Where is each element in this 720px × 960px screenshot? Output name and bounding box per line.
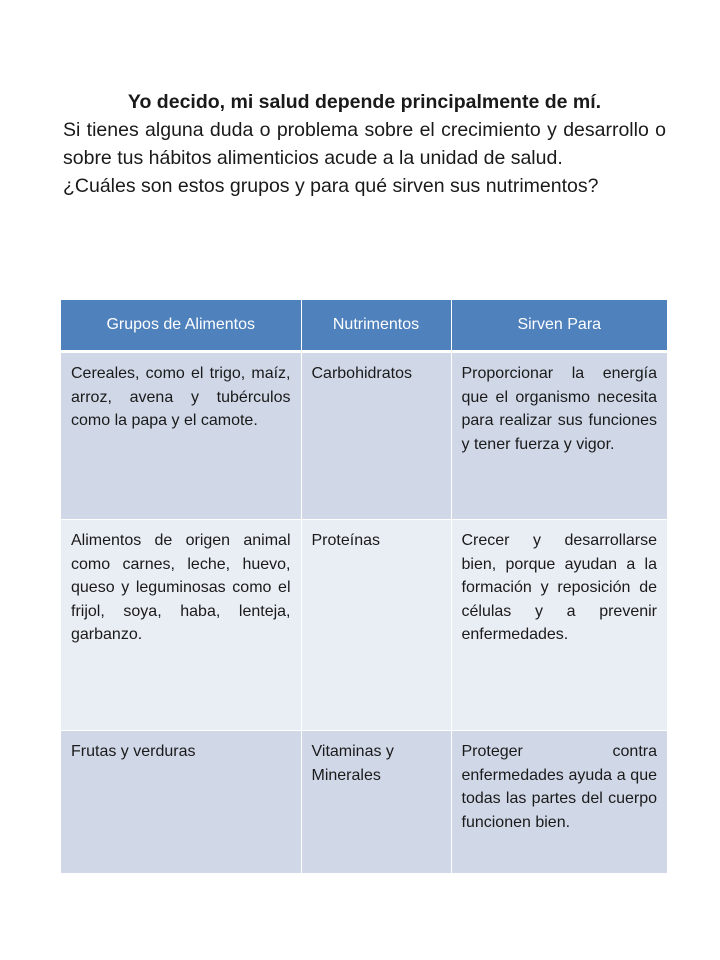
food-groups-table [61, 300, 667, 874]
intro-paragraph: Si tienes alguna duda o problema sobre el crecimiento y desarrollo o sobre tus hábitos alimenticios acude a la unidad de salud. [63, 119, 666, 169]
cell-nutrient: Vitaminas y Minerales [301, 731, 451, 874]
table-row [61, 731, 667, 874]
header-nutrients: Nutrimentos [301, 300, 451, 352]
cell-purpose: Crecer y desarrollarse bien, porque ayudan a la formación y reposición de células y a prevenir enfermedades. [451, 520, 667, 731]
intro-text [63, 88, 666, 200]
cell-nutrient: Proteínas [301, 520, 451, 731]
intro-question: ¿Cuáles son estos grupos y para qué sirven sus nutrimentos? [63, 175, 599, 197]
header-purpose: Sirven Para [451, 300, 667, 352]
table-row [61, 520, 667, 731]
cell-nutrient: Carbohidratos [301, 352, 451, 520]
table-row [61, 352, 667, 520]
header-food-groups: Grupos de Alimentos [61, 300, 301, 352]
page-title: Yo decido, mi salud depende principalmente de mí. [127, 91, 602, 113]
cell-food-group: Frutas y verduras [61, 731, 301, 874]
table-header-row [61, 300, 667, 352]
cell-purpose: Proteger contra enfermedades ayuda a que todas las partes del cuerpo funcionen bien. [451, 731, 667, 874]
cell-food-group: Cereales, como el trigo, maíz, arroz, avena y tubérculos como la papa y el camote. [61, 352, 301, 520]
cell-food-group: Alimentos de origen animal como carnes, leche, huevo, queso y leguminosas como el frijol, soya, haba, lenteja, garbanzo. [61, 520, 301, 731]
cell-purpose: Proporcionar la energía que el organismo necesita para realizar sus funciones y tener fuerza y vigor. [451, 352, 667, 520]
